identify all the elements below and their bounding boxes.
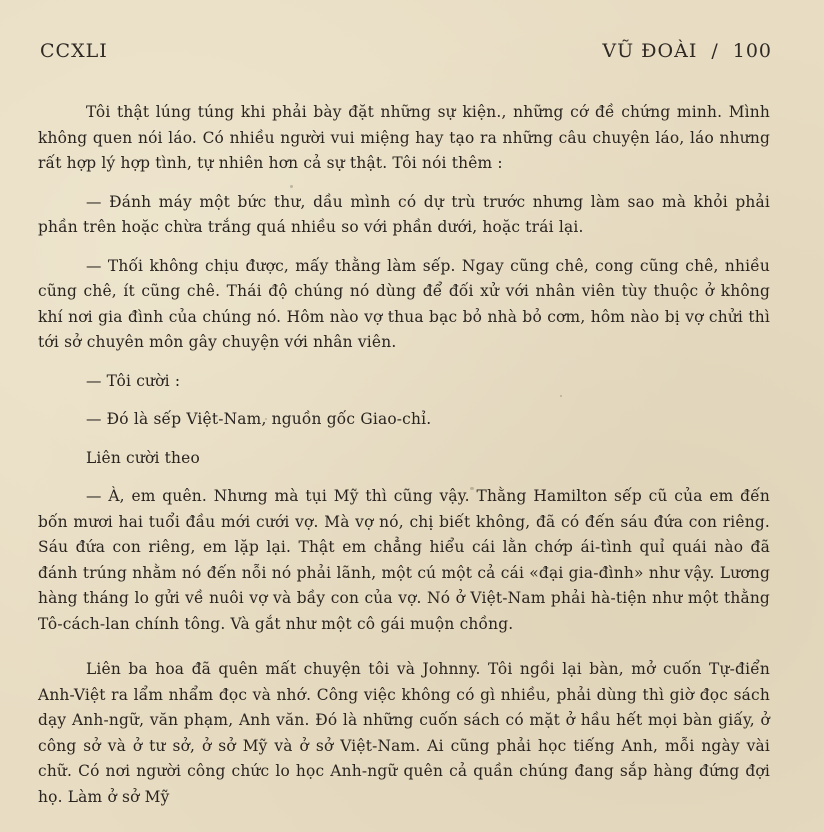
paragraph-2: — Đánh máy một bức thư, dầu mình có dự trù trước nhưng làm sao mà khỏi phải phần trên hoặc chừa trắng quá nhiều so với phần dưới, hoặc trái lại. (38, 192, 770, 236)
author-name: VŨ ĐOÀI (602, 40, 698, 62)
paragraph-3: — Thối không chịu được, mấy thằng làm sếp. Ngay cũng chê, cong cũng chê, nhiều cũng chê, ít cũng chê. Thái độ chúng nó dùng để đối xử với nhân viên tùy thuộc ở không khí nơi gia đình của chúng nó. Hôm nào vợ thua bạc bỏ nhà bỏ cơm, hôm nào bị vợ chửi thì tới sở chuyên môn gây chuyện với nhân viên. (38, 256, 770, 351)
chapter-number: CCXLI (40, 40, 108, 62)
paragraph-4: — Tôi cười : (86, 371, 181, 390)
paragraph-1: Tôi thật lúng túng khi phải bày đặt những sự kiện., những cớ đề chứng minh. Mình không quen nói láo. Có nhiều người vui miệng hay tạo ra những câu chuyện láo, láo nhưng rất hợp lý hợp tình, tự nhiên hơn cả sự thật. Tôi nói thêm : (38, 103, 770, 172)
paragraph-8: Liên ba hoa đã quên mất chuyện tôi và Johnny. Tôi ngồi lại bàn, mở cuốn Tự-điển Anh-Việt ra lẩm nhẩm đọc và nhớ. Công việc không có gì nhiều, phải dùng thì giờ đọc sách dạy Anh-ngữ, văn phạm, Anh văn. Đó là những cuốn sách có mặt ở hầu hết mọi bàn giấy, ở công sở và ở tư sở, ở sở Mỹ và ở sở Việt-Nam. Ai cũng phải học tiếng Anh, mỗi ngày vài chữ. Có nơi người công chức lo học Anh-ngữ quên cả quần chúng đang sắp hàng đứng đợi họ. Làm ở sở Mỹ (38, 660, 770, 806)
page-number: 100 (732, 40, 772, 62)
header-separator: / (711, 40, 719, 62)
author-and-page (602, 40, 772, 62)
paper-speck (290, 185, 293, 188)
paper-speck (470, 487, 474, 490)
paragraph-7: — À, em quên. Nhưng mà tụi Mỹ thì cũng vậy. Thằng Hamilton sếp cũ của em đến bốn mươi hai tuổi đầu mới cưới vợ. Mà vợ nó, chị biết không, đã có đến sáu đứa con riêng. Sáu đứa con riêng, em lặp lại. Thật em chẳng hiểu cái lằn chớp ái-tình quỉ quái nào đã đánh trúng nhằm nó đến nỗi nó phải lãnh, một cú một cả cái «đại gia-đình» như vậy. Lương hàng tháng lo gửi về nuôi vợ và bầy con của vợ. Nó ở Việt-Nam phải hà-tiện như một thằng Tô-cách-lan chính tông. Và gắt như một cô gái muộn chồng. (38, 487, 770, 633)
paper-speck (560, 395, 562, 397)
running-header (40, 40, 772, 66)
page-body (38, 100, 770, 810)
paper-speck (265, 418, 267, 420)
paragraph-6: Liên cười theo (86, 448, 200, 467)
paragraph-5: — Đó là sếp Việt-Nam, nguồn gốc Giao-chỉ. (86, 410, 432, 428)
